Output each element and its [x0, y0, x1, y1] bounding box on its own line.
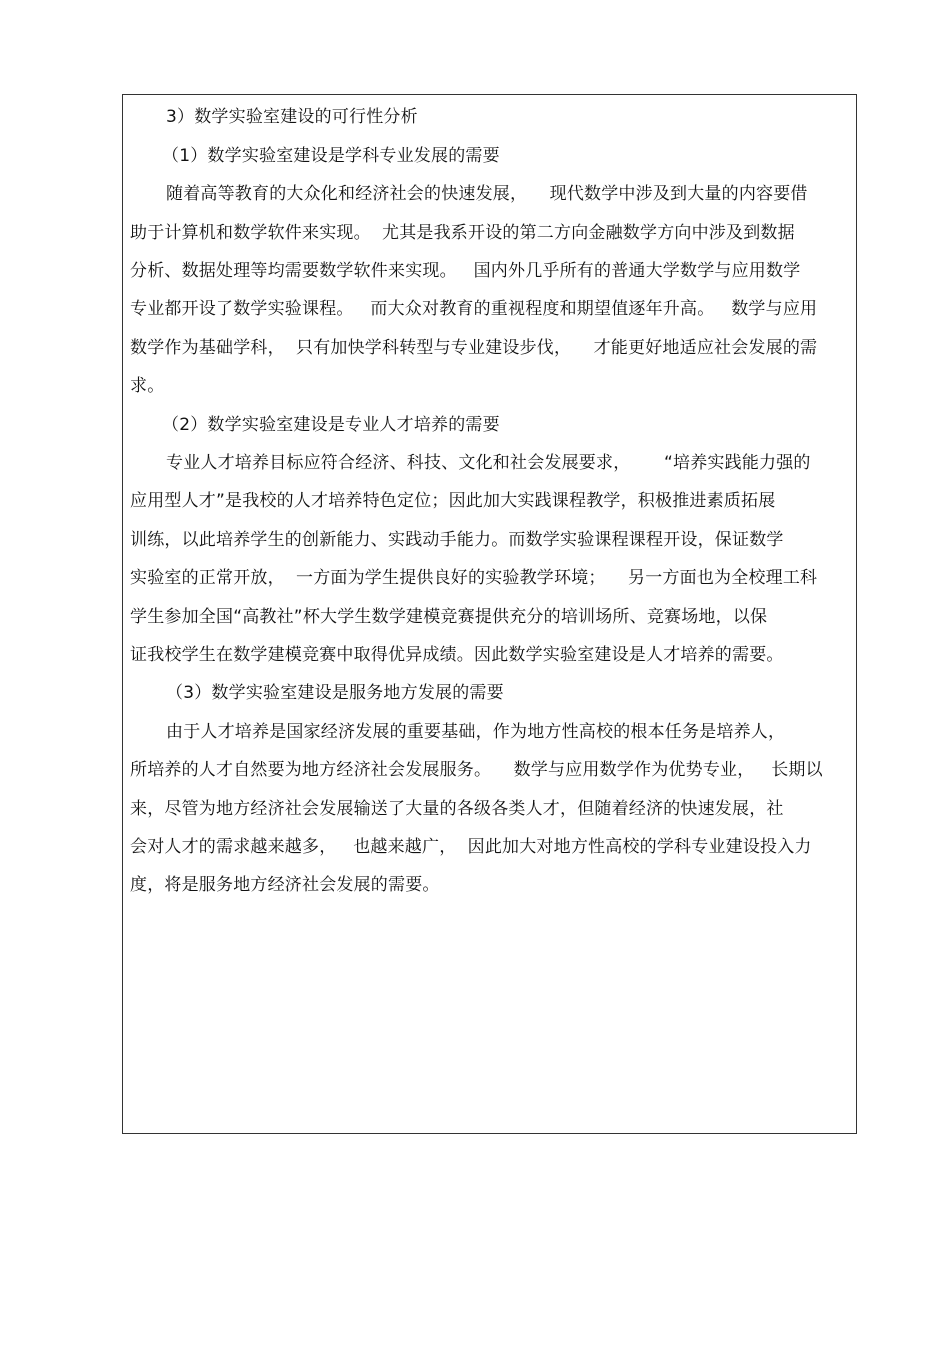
paragraph-3-line-2: 所培养的人才自然要为地方经济社会发展服务。 数学与应用数学作为优势专业， 长期以 — [130, 760, 823, 780]
paragraph-3-line-3: 来，尽管为地方经济社会发展输送了大量的各级各类人才，但随着经济的快速发展，社 — [130, 799, 784, 819]
paragraph-2-line-4: 实验室的正常开放， 一方面为学生提供良好的实验教学环境； 另一方面也为全校理工科 — [130, 568, 818, 588]
subsection-heading-2: （2）数学实验室建设是专业人才培养的需要 — [162, 415, 500, 435]
section-heading: 3）数学实验室建设的可行性分析 — [166, 107, 418, 127]
paragraph-3-line-5: 度，将是服务地方经济社会发展的需要。 — [130, 875, 440, 895]
paragraph-2-line-2: 应用型人才”是我校的人才培养特色定位；因此加大实践课程教学，积极推进素质拓展 — [130, 491, 776, 511]
paragraph-1-line-2: 助于计算机和数学软件来实现。 尤其是我系开设的第二方向金融数学方向中涉及到数据 — [130, 223, 795, 243]
paragraph-2-line-1: 专业人才培养目标应符合经济、科技、文化和社会发展要求， “培养实践能力强的 — [166, 453, 811, 473]
paragraph-2-line-3: 训练，以此培养学生的创新能力、实践动手能力。而数学实验课程课程开设，保证数学 — [130, 530, 784, 550]
paragraph-1-line-4: 专业都开设了数学实验课程。 而大众对教育的重视程度和期望值逐年升高。 数学与应用 — [130, 299, 818, 319]
paragraph-1-line-3: 分析、数据处理等均需要数学软件来实现。 国内外几乎所有的普通大学数学与应用数学 — [130, 261, 801, 281]
paragraph-3-line-1: 由于人才培养是国家经济发展的重要基础，作为地方性高校的根本任务是培养人， — [166, 722, 786, 742]
subsection-heading-1: （1）数学实验室建设是学科专业发展的需要 — [162, 146, 500, 166]
paragraph-1-line-1: 随着高等教育的大众化和经济社会的快速发展， 现代数学中涉及到大量的内容要借 — [166, 184, 808, 204]
paragraph-1-line-5: 数学作为基础学科， 只有加快学科转型与专业建设步伐， 才能更好地适应社会发展的需 — [130, 338, 818, 358]
subsection-heading-3: （3）数学实验室建设是服务地方发展的需要 — [166, 683, 504, 703]
paragraph-2-line-5: 学生参加全国“高教社”杯大学生数学建模竞赛提供充分的培训场所、竞赛场地，以保 — [130, 607, 768, 627]
paragraph-2-line-6: 证我校学生在数学建模竞赛中取得优异成绩。因此数学实验室建设是人才培养的需要。 — [130, 645, 784, 665]
paragraph-1-line-6: 求。 — [130, 376, 165, 396]
paragraph-3-line-4: 会对人才的需求越来越多， 也越来越广， 因此加大对地方性高校的学科专业建设投入力 — [130, 837, 812, 857]
